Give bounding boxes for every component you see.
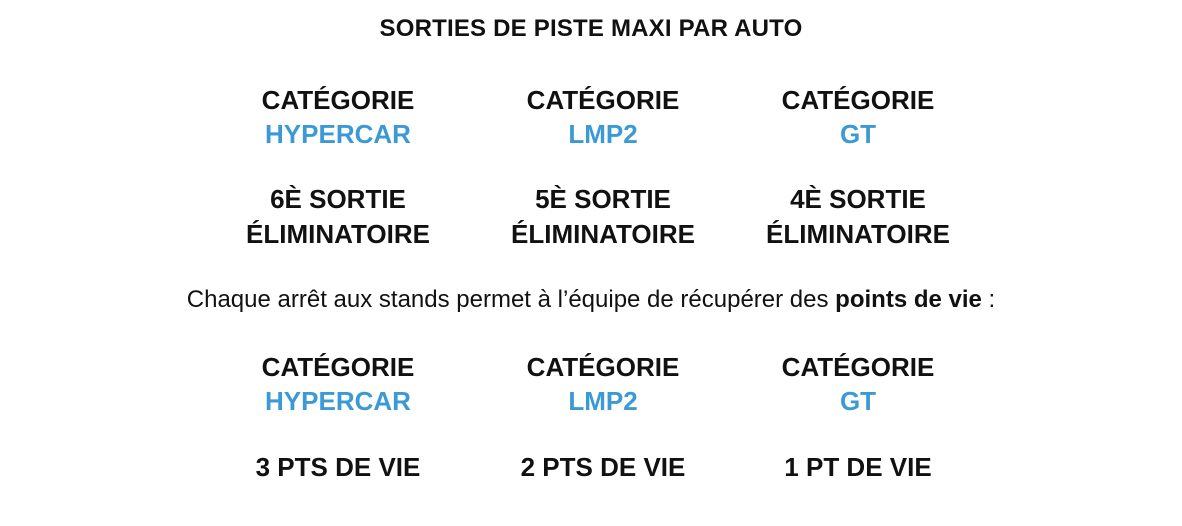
- category-label: CATÉGORIE: [261, 85, 415, 115]
- points-value: 3 PTS DE VIE: [255, 452, 421, 482]
- points-value: 2 PTS DE VIE: [520, 452, 686, 482]
- points-category-gt: [728, 350, 988, 418]
- sortie-rule-gt: [728, 182, 988, 252]
- sortie-count: 6È SORTIE: [270, 184, 406, 214]
- sortie-outcome: ÉLIMINATOIRE: [766, 219, 950, 249]
- sortie-outcome: ÉLIMINATOIRE: [511, 219, 695, 249]
- category-name: HYPERCAR: [265, 119, 411, 149]
- category-name: LMP2: [568, 119, 638, 149]
- category-name: HYPERCAR: [265, 386, 411, 416]
- pitstop-sentence: [0, 284, 1182, 316]
- category-name: GT: [839, 119, 877, 149]
- points-category-lmp2: [473, 350, 733, 418]
- pitstop-sentence-text: Chaque arrêt aux stands permet à l’équipe de récupérer des: [186, 286, 836, 313]
- category-label: CATÉGORIE: [781, 352, 935, 382]
- points-value-hypercar: [208, 450, 468, 485]
- sortie-category-hypercar: [208, 83, 468, 151]
- pitstop-sentence-bold: points de vie: [835, 286, 982, 313]
- sortie-count: 5È SORTIE: [535, 184, 671, 214]
- category-label: CATÉGORIE: [526, 352, 680, 382]
- points-value: 1 PT DE VIE: [784, 452, 932, 482]
- category-label: CATÉGORIE: [261, 352, 415, 382]
- points-value-gt: [728, 450, 988, 485]
- pitstop-sentence-end: :: [981, 286, 996, 313]
- sortie-rule-hypercar: [208, 182, 468, 252]
- sortie-rule-lmp2: [473, 182, 733, 252]
- sortie-category-lmp2: [473, 83, 733, 151]
- sortie-outcome: ÉLIMINATOIRE: [246, 219, 430, 249]
- section-title: SORTIES DE PISTE MAXI PAR AUTO: [379, 15, 803, 42]
- sortie-category-gt: [728, 83, 988, 151]
- category-label: CATÉGORIE: [526, 85, 680, 115]
- category-name: GT: [839, 386, 877, 416]
- points-category-hypercar: [208, 350, 468, 418]
- category-label: CATÉGORIE: [781, 85, 935, 115]
- sortie-count: 4È SORTIE: [790, 184, 926, 214]
- points-value-lmp2: [473, 450, 733, 485]
- category-name: LMP2: [568, 386, 638, 416]
